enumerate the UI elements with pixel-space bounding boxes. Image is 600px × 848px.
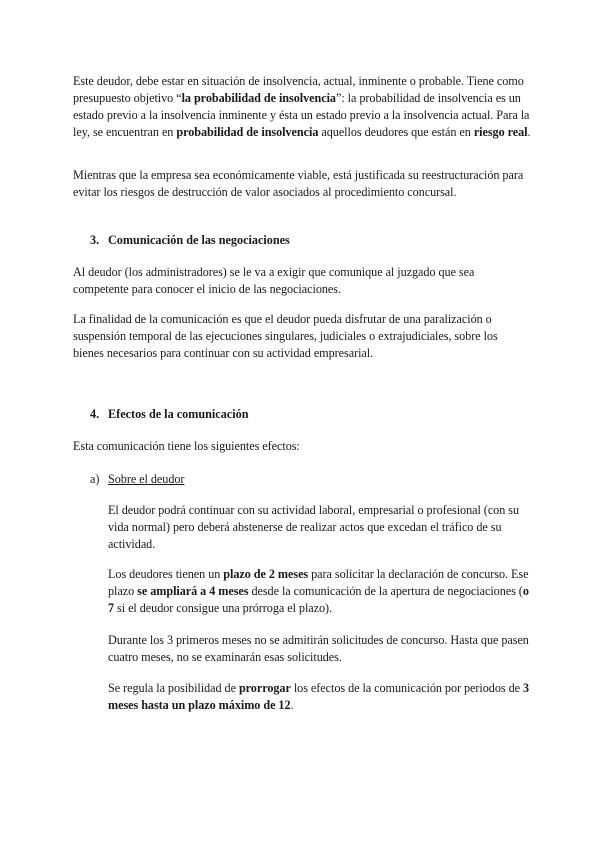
bold-run: o 7	[108, 584, 529, 615]
text-run: Este deudor, debe estar en situación de insolvencia, actual, inminente o probable. Tiene como presupuesto objetivo “	[73, 74, 524, 105]
paragraph-debtor-communicate: Al deudor (los administradores) se le va a exigir que comunique al juzgado que sea competente para conocer el inicio de las negociaciones.	[73, 265, 475, 296]
heading-number: 4.	[90, 407, 100, 421]
text-run: los efectos de la comunicación por periodos de	[290, 681, 523, 695]
text-run: para solicitar la declaración de concurso. Ese plazo	[108, 567, 529, 598]
paragraph-effects-intro: Esta comunicación tiene los siguientes efectos:	[73, 439, 300, 453]
subsection-title: Sobre el deudor	[108, 472, 185, 486]
paragraph-purpose: La finalidad de la comunicación es que el deudor pueda disfrutar de una paralización o suspensión temporal de las ejecuciones singulares, judiciales o extrajudiciales, sobre los bienes necesarios para continuar con su actividad empresarial.	[73, 312, 498, 360]
paragraph-viability: Mientras que la empresa sea económicamente viable, está justificada su reestructuración para evitar los riesgos de destrucción de valor asociados al procedimiento concursal.	[73, 168, 524, 199]
paragraph-insolvency-situation	[73, 73, 531, 141]
text-run: desde la comunicación de la apertura de negociaciones (	[248, 584, 523, 598]
subsection-letter: a)	[90, 472, 100, 486]
paragraph-deadline	[108, 566, 534, 617]
paragraph-continue-activity: El deudor podrá continuar con su actividad laboral, empresarial o profesional (con su vida normal) pero deberá abstenerse de realizar actos que excedan el tráfico de su actividad.	[108, 503, 520, 551]
heading-title: Efectos de la comunicación	[108, 407, 249, 421]
bold-run: probabilidad de insolvencia	[176, 125, 319, 139]
paragraph-extension	[108, 680, 534, 714]
text-run: .	[527, 125, 531, 139]
text-run: aquellos deudores que están en	[318, 125, 474, 139]
text-run: Se regula la posibilidad de	[108, 681, 239, 695]
bold-run: riesgo real	[473, 125, 528, 139]
bold-run: 3 meses hasta un plazo máximo de 12	[108, 681, 530, 712]
paragraph-first-months: Durante los 3 primeros meses no se admitirán solicitudes de concurso. Hasta que pasen cuatro meses, no se examinarán esas solicitudes.	[108, 633, 529, 664]
text-run: Los deudores tienen un	[108, 567, 224, 581]
bold-run: la probabilidad de insolvencia	[181, 91, 336, 105]
bold-run: prorrogar	[238, 681, 291, 695]
text-run: si el deudor consigue una prórroga el plazo).	[114, 601, 333, 615]
heading-title: Comunicación de las negociaciones	[108, 233, 290, 247]
text-run: ”: la probabilidad de insolvencia es un estado previo a la insolvencia inminente y ésta un estado previo a la insolvencia actual. Para la ley, se encuentran en	[73, 91, 530, 139]
heading-number: 3.	[90, 233, 100, 247]
bold-run: plazo de 2 meses	[223, 567, 309, 581]
bold-run: se ampliará a 4 meses	[137, 584, 249, 598]
text-run: .	[290, 698, 294, 712]
